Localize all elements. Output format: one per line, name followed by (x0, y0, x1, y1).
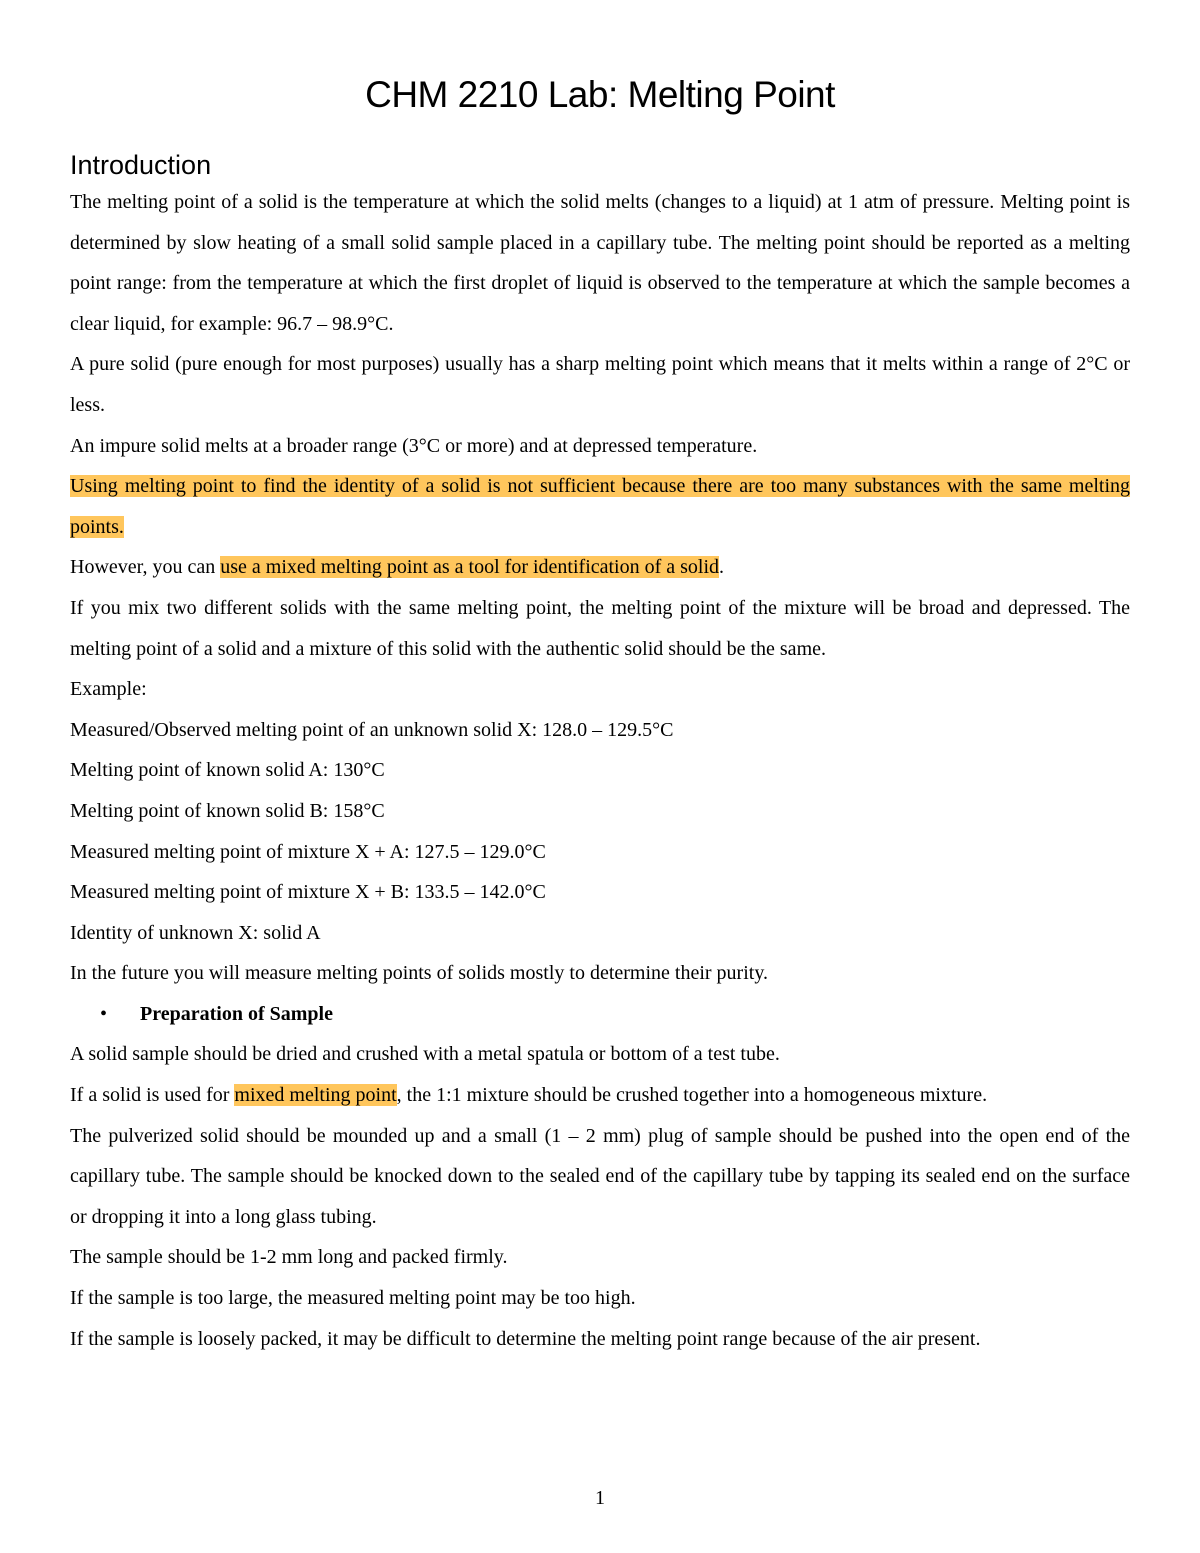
intro-paragraph-4 (70, 466, 1130, 547)
example-line: Melting point of known solid B: 158°C (70, 799, 385, 822)
intro-paragraph-6: If you mix two different solids with the same melting point, the melting point of the mixture will be broad and depressed. The melting point of a solid and a mixture of this solid with the authentic solid should be the same. (70, 596, 1130, 660)
bullet-icon: • (100, 1002, 108, 1025)
preparation-paragraph-5: If the sample is too large, the measured melting point may be too high. (70, 1287, 636, 1310)
example-line: Melting point of known solid A: 130°C (70, 759, 385, 782)
example-line: Identity of unknown X: solid A (70, 921, 321, 944)
preparation-heading-text: Preparation of Sample (140, 1002, 333, 1025)
paragraph-text: If a solid is used for (70, 1084, 235, 1107)
page-number: 1 (595, 1487, 605, 1509)
future-note: In the future you will measure melting points of solids mostly to determine their purity. (70, 962, 769, 985)
preparation-paragraph-4: The sample should be 1-2 mm long and packed firmly. (70, 1246, 508, 1269)
intro-paragraph-3: An impure solid melts at a broader range (3°C or more) and at depressed temperature. (70, 434, 758, 457)
intro-paragraph-1: The melting point of a solid is the temperature at which the solid melts (changes to a liquid) at 1 atm of pressure. Melting point is determined by slow heating of a small solid sample placed in a capillary tube. The melting point should be reported as a melting point range: from the temperature at which the first droplet of liquid is observed to the temperature at which the sample becomes a clear liquid, for example: 96.7 – 98.9°C. (70, 191, 1130, 335)
paragraph-text: However, you can (70, 556, 221, 579)
preparation-paragraph-2 (70, 1075, 1130, 1116)
highlighted-text: use a mixed melting point as a tool for identification of a solid (220, 556, 720, 579)
example-label: Example: (70, 678, 147, 701)
section-heading-introduction: Introduction (70, 150, 212, 180)
highlighted-text: mixed melting point (234, 1084, 397, 1107)
intro-paragraph-5 (70, 547, 1130, 588)
example-line: Measured/Observed melting point of an unknown solid X: 128.0 – 129.5°C (70, 718, 674, 741)
document-body (70, 182, 1130, 1359)
highlighted-text: Using melting point to find the identity of a solid is not sufficient because there are too many substances with the same melting points. (70, 475, 1130, 538)
paragraph-text: . (719, 556, 725, 579)
example-line: Measured melting point of mixture X + B: 133.5 – 142.0°C (70, 881, 546, 904)
preparation-paragraph-6: If the sample is loosely packed, it may be difficult to determine the melting point range because of the air present. (70, 1327, 981, 1350)
preparation-heading (70, 994, 1130, 1035)
example-line: Measured melting point of mixture X + A: 127.5 – 129.0°C (70, 840, 546, 863)
intro-paragraph-2: A pure solid (pure enough for most purposes) usually has a sharp melting point which means that it melts within a range of 2°C or less. (70, 353, 1130, 416)
paragraph-text: , the 1:1 mixture should be crushed together into a homogeneous mixture. (396, 1084, 988, 1107)
preparation-paragraph-3: The pulverized solid should be mounded up and a small (1 – 2 mm) plug of sample should be pushed into the open end of the capillary tube. The sample should be knocked down to the sealed end of the capillary tube by tapping its sealed end on the surface or dropping it into a long glass tubing. (70, 1124, 1130, 1228)
page-title: CHM 2210 Lab: Melting Point (365, 74, 835, 115)
preparation-paragraph-1: A solid sample should be dried and crushed with a metal spatula or bottom of a test tube. (70, 1043, 780, 1066)
